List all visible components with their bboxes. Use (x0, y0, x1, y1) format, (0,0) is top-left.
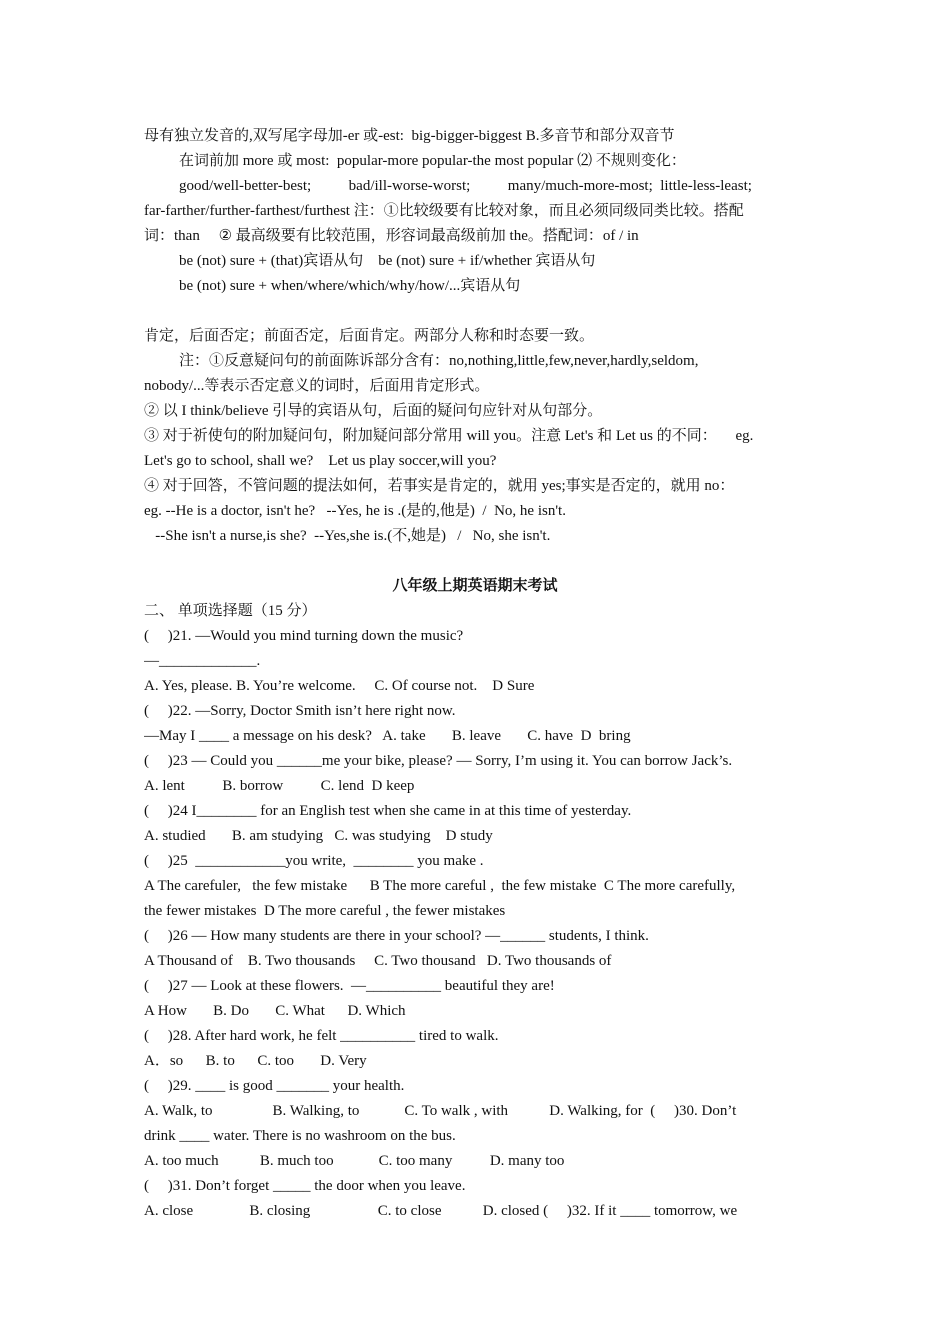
question-line: A．so B. to C. too D. Very (144, 1053, 367, 1069)
tag-note-line-8: --She isn't a nurse,is she? --Yes,she is.(不,她是) / No, she isn't. (144, 528, 551, 544)
note-line-2: 在词前加 more 或 most: popular-more popular-the most popular ⑵ 不规则变化： (179, 153, 686, 169)
question-line: ( )29. ____ is good _______ your health. (144, 1078, 405, 1094)
question-line: ( )21. —Would you mind turning down the music? (144, 628, 464, 644)
question-line: the fewer mistakes D The more careful , the fewer mistakes (144, 903, 506, 919)
question-line: ( )25 ____________you write, ________ you make . (144, 853, 484, 869)
question-line: drink ____ water. There is no washroom on the bus. (144, 1128, 456, 1144)
tag-note-line-4: ③ 对于祈使句的附加疑问句，附加疑问部分常用 will you。注意 Let's 和 Let us 的不同： eg. (144, 428, 754, 444)
question-line: A. too much B. much too C. too many D. many too (144, 1153, 565, 1169)
question-line: A. Walk, to B. Walking, to C. To walk , with D. Walking, for ( )30. Don’t (144, 1103, 737, 1119)
note-line-5: 词：than ② 最高级要有比较范围，形容词最高级前加 the。搭配词：of / in (144, 228, 639, 244)
tag-note-line-1: 注：①反意疑问句的前面陈诉部分含有：no,nothing,little,few,never,hardly,seldom, (179, 353, 699, 369)
tag-note-line-6: ④ 对于回答，不管问题的提法如何，若事实是肯定的，就用 yes;事实是否定的，就用 no： (144, 478, 735, 494)
section-heading: 二、 单项选择题（15 分） (144, 603, 317, 619)
question-line: ( )24 I________ for an English test when she came in at this time of yesterday. (144, 803, 632, 819)
document-page (144, 124, 806, 1224)
spacer (144, 549, 806, 574)
question-line: ( )28. After hard work, he felt __________ tired to walk. (144, 1028, 499, 1044)
question-line: A. lent B. borrow C. lend D keep (144, 778, 415, 794)
question-line: ( )23 — Could you ______me your bike, please? — Sorry, I’m using it. You can borrow Jack’s. (144, 753, 733, 769)
question-line: A. close B. closing C. to close D. closed ( )32. If it ____ tomorrow, we (144, 1203, 738, 1219)
question-line: A The carefuler, the few mistake B The more careful , the few mistake C The more carefully, (144, 878, 736, 894)
tag-note-line-3: ② 以 I think/believe 引导的宾语从句，后面的疑问句应针对从句部分。 (144, 403, 603, 419)
note-line-1: 母有独立发音的,双写尾字母加-er 或-est: big-bigger-biggest B.多音节和部分双音节 (144, 128, 675, 144)
question-line: A Thousand of B. Two thousands C. Two thousand D. Two thousands of (144, 953, 612, 969)
exam-title: 八年级上期英语期末考试 (392, 578, 558, 594)
question-line: —_____________. (144, 653, 261, 669)
tag-note-line-2: nobody/...等表示否定意义的词时，后面用肯定形式。 (144, 378, 490, 394)
note-line-3: good/well-better-best; bad/ill-worse-worst; many/much-more-most; little-less-least; (179, 178, 752, 194)
tag-question-line-2: 肯定，后面否定；前面否定，后面肯定。两部分人称和时态要一致。 (144, 328, 595, 344)
question-line: ( )22. —Sorry, Doctor Smith isn’t here right now. (144, 703, 456, 719)
tag-note-line-5: Let's go to school, shall we? Let us play soccer,will you? (144, 453, 497, 469)
question-line: ( )27 — Look at these flowers. —__________ beautiful they are! (144, 978, 555, 994)
question-line: A. studied B. am studying C. was studying D study (144, 828, 493, 844)
question-line: A. Yes, please. B. You’re welcome. C. Of course not. D Sure (144, 678, 535, 694)
question-line: ( )31. Don’t forget _____ the door when you leave. (144, 1178, 466, 1194)
question-line: A How B. Do C. What D. Which (144, 1003, 406, 1019)
question-line: ( )26 — How many students are there in your school? —______ students, I think. (144, 928, 649, 944)
note-line-4: far-farther/further-farthest/furthest 注：①比较级要有比较对象，而且必须同级同类比较。搭配 (144, 203, 744, 219)
note-line-6: be (not) sure + (that)宾语从句 be (not) sure + if/whether 宾语从句 (179, 253, 596, 269)
tag-question-heading-line (144, 299, 806, 324)
tag-note-line-7: eg. --He is a doctor, isn't he? --Yes, he is .(是的,他是) / No, he isn't. (144, 503, 566, 519)
question-list (144, 624, 806, 1224)
note-line-7: be (not) sure + when/where/which/why/how/...宾语从句 (179, 278, 521, 294)
question-line: —May I ____ a message on his desk? A. take B. leave C. have D bring (144, 728, 631, 744)
